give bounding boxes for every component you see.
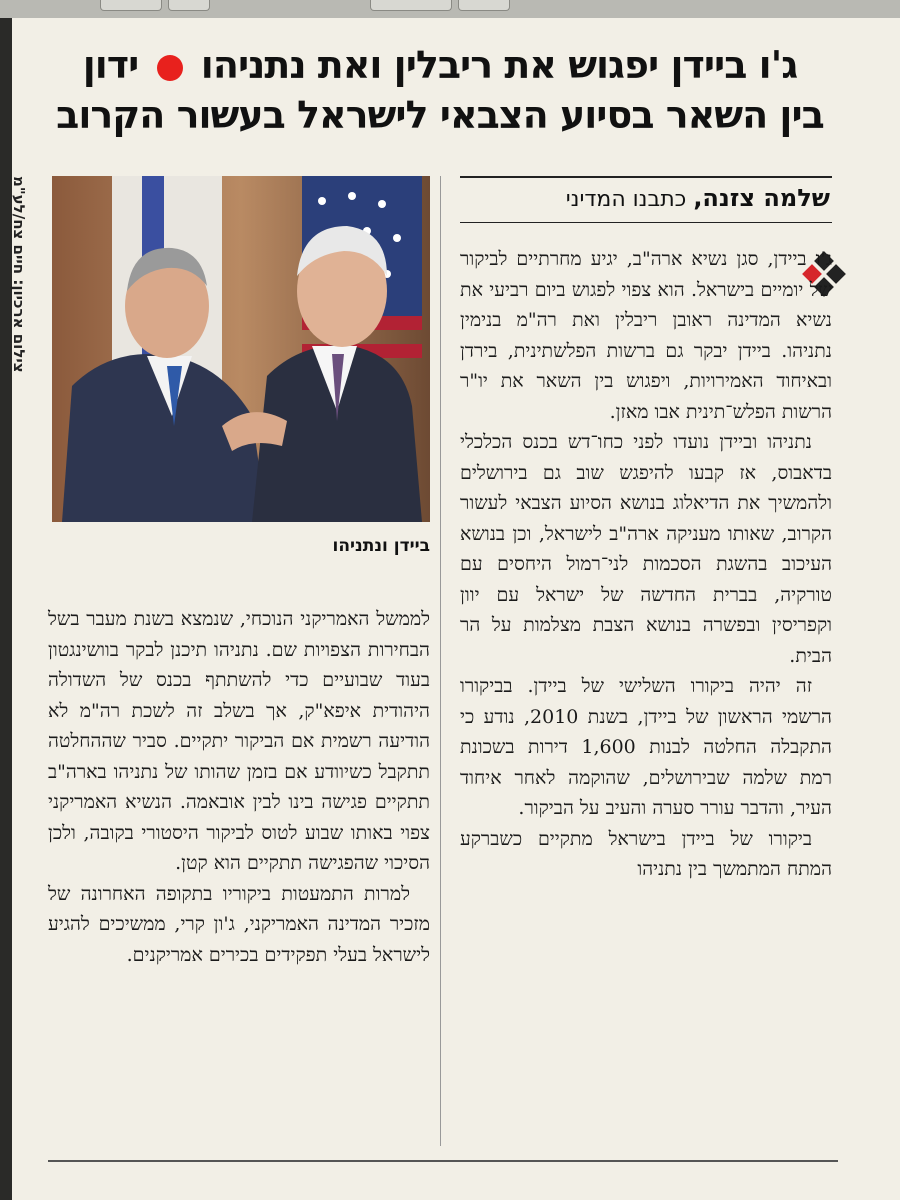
article-paragraph: נתניהו וביידן נועדו לפני כחו־דש בכנס הכלכלי בדאבוס, אז קבעו להיפגש שוב גם בירושלים ולהמשיך את הדיאלוג בנושא הסיוע הצבאי לעשור הקרוב, שאותו מעניקה ארה"ב לישראל, וכן בנושא העיכוב בהשגת הסכמות לני־רמול היחסים עם טורקיה, בברית החדשה של ישראל עם יוון וקפריסין ובפשרה בנושא הצבת מצלמות על הר הבית.: [460, 431, 832, 667]
byline-name: שלמה צזנה,: [693, 184, 830, 212]
article-paragraph: זה יהיה ביקורו השלישי של ביידן. בביקורו הרשמי הראשון של ביידן, בשנת 2010, נודע כי התקבלה החלטה לבנות 1,600 דירות בשכונת רמת שלמה שבירושלים, שהוקמה לאחר איחוד העיר, והדבר עורר סערה והעיב על הביקור.: [460, 675, 832, 819]
byline: [460, 184, 830, 212]
window-tab: [370, 0, 452, 11]
red-dot-icon: [157, 55, 183, 81]
photo-credit: [10, 176, 50, 466]
article-photo: [52, 176, 430, 522]
article-column-left: [48, 604, 430, 970]
article-paragraph: למרות התמעטות ביקוריו בתקופה האחרונה של מזכיר המדינה האמריקני, ג'ון קרי, ממשיכים להגיע לישראל בעלי תפקידים בכירים אמריקנים.: [48, 882, 430, 966]
headline-line-1-end: ידון: [82, 43, 139, 87]
photo-illustration: [52, 176, 430, 522]
article-paragraph: ג'ו ביידן, סגן נשיא ארה"ב, יגיע מחרתיים לביקור של יומיים בישראל. הוא צפוי לפגוש ביום רביעי את נשיא המדינה ראובן ריבלין ואת רה"מ בנימין נתניהו. ביידן יבקר גם ברשות הפלשתינית, בירדן ובאיחוד האמירויות, ויפגוש בין השאר את יו"ר הרשות הפלש־תינית אבו מאזן.: [460, 248, 832, 423]
headline-line-2: בין השאר בסיוע הצבאי לישראל בעשור הקרוב: [56, 93, 824, 137]
headline: [40, 40, 840, 140]
window-tab: [100, 0, 162, 11]
article-column-right: [460, 244, 832, 885]
article-paragraph: ביקורו של ביידן בישראל מתקיים כשברקע המתח המתמשך בין נתניהו: [460, 827, 832, 880]
byline-top-rule: [460, 176, 832, 178]
byline-bottom-rule: [460, 222, 832, 223]
article-paragraph: לממשל האמריקני הנוכחי, שנמצא בשנת מעבר בשל הבחירות הצפויות שם. נתניהו תיכנן לבקר בוושינגטון בעוד שבועיים כדי להשתתף בכנס של השדולה היהודית איפא"ק, אך בשלב זה לשכת רה"מ לא הודיעה רשמית אם הביקור יתקיים. סביר שההחלטה תתקבל כשיוודע אם בזמן שהותו של נתניהו בארה"ב תתקיים פגישה בינו לבין אובאמה. הנשיא האמריקני צפוי באותו שבוע לטוס לביקור היסטורי בקובה, ולכן הסיכוי שהפגישה תתקיים הוא קטן.: [48, 608, 430, 874]
headline-line-1-start: ג'ו ביידן יפגוש את ריבלין ואת נתניהו: [200, 43, 798, 87]
byline-role: כתבנו המדיני: [565, 187, 687, 212]
window-tab: [458, 0, 510, 11]
photo-credit-text: צילום ארכיון: חיים צח/לע"מ: [10, 176, 28, 373]
photo-caption: ביידן ונתניהו: [332, 536, 430, 556]
window-tab: [168, 0, 210, 11]
column-divider: [440, 176, 441, 1146]
headline-line-1: [40, 40, 840, 90]
bottom-rule: [48, 1160, 838, 1162]
monitor-top-bar: [0, 0, 900, 18]
